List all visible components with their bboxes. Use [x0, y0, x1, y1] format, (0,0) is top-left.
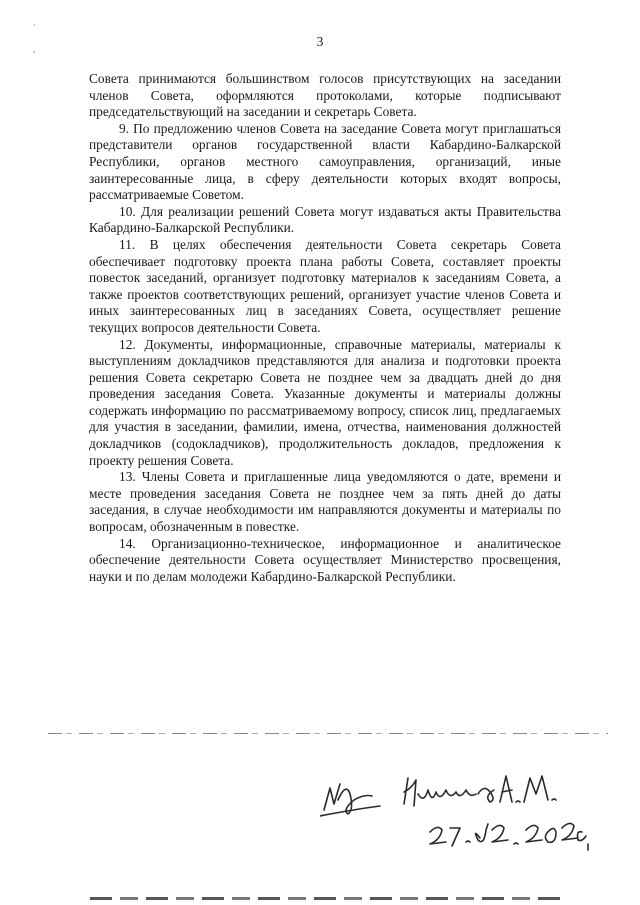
- scan-bottom-edge: [90, 897, 560, 900]
- signature-initial-m: [524, 776, 548, 802]
- scan-artifact-mark: ·: [33, 20, 36, 30]
- page-number: 3: [316, 34, 324, 49]
- paragraph-continued: Совета принимаются большинством голосов присутствующих на заседании членов Совета, оформляются протоколами, которые подписывают председательствующий на заседании и секретарь Совета.: [89, 71, 561, 120]
- scan-artifact-mark: ,: [33, 44, 36, 54]
- document-body: [89, 71, 561, 585]
- paragraph-14: 14. Организационно-техническое, информационное и аналитическое обеспечение деятельности Совета осуществляет Министерство просвещения, науки и по делам молодежи Кабардино-Балкарской Республики.: [89, 535, 561, 584]
- signature-initials-stroke: [324, 784, 340, 810]
- paragraph-13: 13. Члены Совета и приглашенные лица уведомляются о дате, времени и месте проведения заседания Совета не позднее чем за пять дней до даты заседания, в случае необходимости им направляются документы и материалы по вопросам, обозначенным в повестке.: [89, 469, 561, 535]
- handwritten-signature: [320, 770, 590, 860]
- scan-divider-line: [48, 733, 608, 734]
- signature-underline-stroke: [320, 806, 380, 816]
- paragraph-10: 10. Для реализации решений Совета могут издаваться акты Правительства Кабардино-Балкарской Республики.: [89, 203, 561, 236]
- paragraph-11: 11. В целях обеспечения деятельности Совета секретарь Совета обеспечивает подготовку проекта плана работы Совета, составляет проекты повесток заседаний, организует подготовку материалов к заседаниям Совета, а также проектов соответствующих решений, организует участие членов Совета и иных заинтересованных лиц в заседаниях Совета, осуществляет решение текущих вопросов деятельности Совета.: [89, 236, 561, 335]
- signature-initial-a: [500, 776, 512, 802]
- signature-surname-stroke: [404, 778, 416, 806]
- paragraph-12: 12. Документы, информационные, справочные материалы, материалы к выступлениям докладчиков представляются для анализа и подготовки проекта решения Совета секретарю Совета не позднее чем за двадцать дней до дня проведения заседания Совета. Указанные документы и материалы должны содержать информацию по рассматриваемому вопросу, список лиц, предлагаемых для участия в заседании, фамилии, имена, отчества, наименования должностей докладчиков (содокладчиков), продолжительность докладов, предложения к проекту решения Совета.: [89, 336, 561, 468]
- paragraph-9: 9. По предложению членов Совета на заседание Совета могут приглашаться представители органов государственной власти Кабардино-Балкарской Республики, органов местного самоуправления, организаций, иные заинтересованные лица, в сферу деятельности которых входят вопросы, рассматриваемые Советом.: [89, 120, 561, 203]
